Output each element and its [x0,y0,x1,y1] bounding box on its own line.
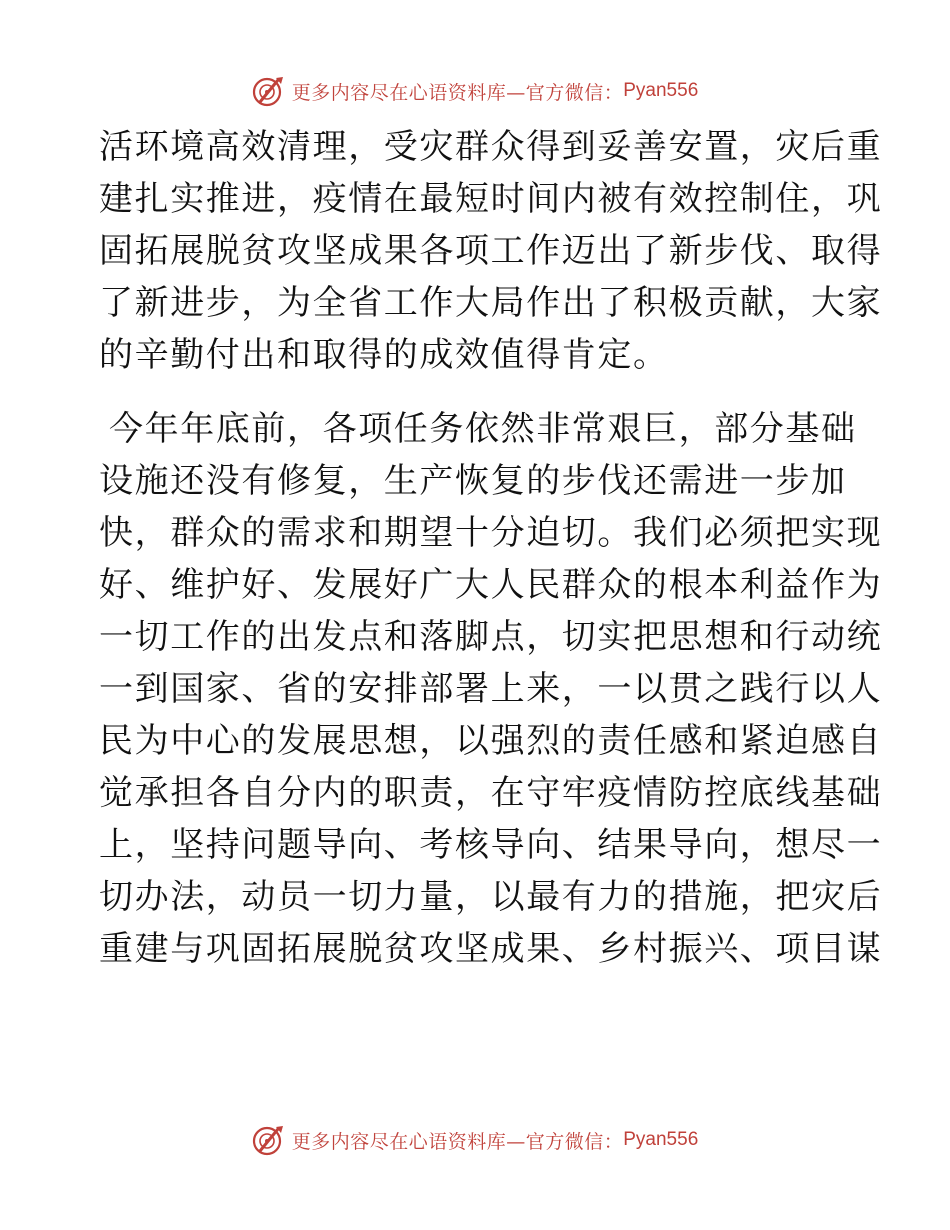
logo-icon [252,1123,286,1157]
text-line: 建扎实推进，疫情在最短时间内被有效控制住，巩 [99,179,883,219]
text-line: 活环境高效清理，受灾群众得到妥善安置，灾后重 [99,127,883,167]
text-line: 设施还没有修复，生产恢复的步伐还需进一步加 [99,461,847,501]
watermark-wechat-id: Pyan556 [623,80,699,101]
text-line: 民为中心的发展思想，以强烈的责任感和紧迫感自 [99,721,883,761]
text-line: 一切工作的出发点和落脚点，切实把思想和行动统 [99,617,883,657]
text-line: 重建与巩固拓展脱贫攻坚成果、乡村振兴、项目谋 [99,929,883,969]
watermark-wechat-id: Pyan556 [623,1129,699,1150]
header-watermark [0,73,950,109]
text-line: 固拓展脱贫攻坚成果各项工作迈出了新步伐、取得 [99,231,883,271]
text-line: 快，群众的需求和期望十分迫切。我们必须把实现 [99,513,883,553]
text-line: 上，坚持问题导向、考核导向、结果导向，想尽一 [99,825,883,865]
footer-watermark [0,1122,950,1158]
text-line: 觉承担各自分内的职责，在守牢疫情防控底线基础 [99,773,883,813]
text-line: 好、维护好、发展好广大人民群众的根本利益作为 [99,565,883,605]
paragraph-1 [99,121,883,381]
text-line: 今年年底前，各项任务依然非常艰巨，部分基础 [109,409,857,449]
watermark-text: 更多内容尽在心语资料库—官方微信： [291,81,624,104]
watermark-text: 更多内容尽在心语资料库—官方微信： [291,1130,624,1153]
text-line: 的辛勤付出和取得的成效值得肯定。 [99,335,669,375]
paragraph-2 [99,403,883,975]
text-line: 一到国家、省的安排部署上来，一以贯之践行以人 [99,669,883,709]
logo-icon [252,74,286,108]
text-line: 了新进步，为全省工作大局作出了积极贡献，大家 [99,283,883,323]
document-body [99,121,883,975]
text-line: 切办法，动员一切力量，以最有力的措施，把灾后 [99,877,883,917]
